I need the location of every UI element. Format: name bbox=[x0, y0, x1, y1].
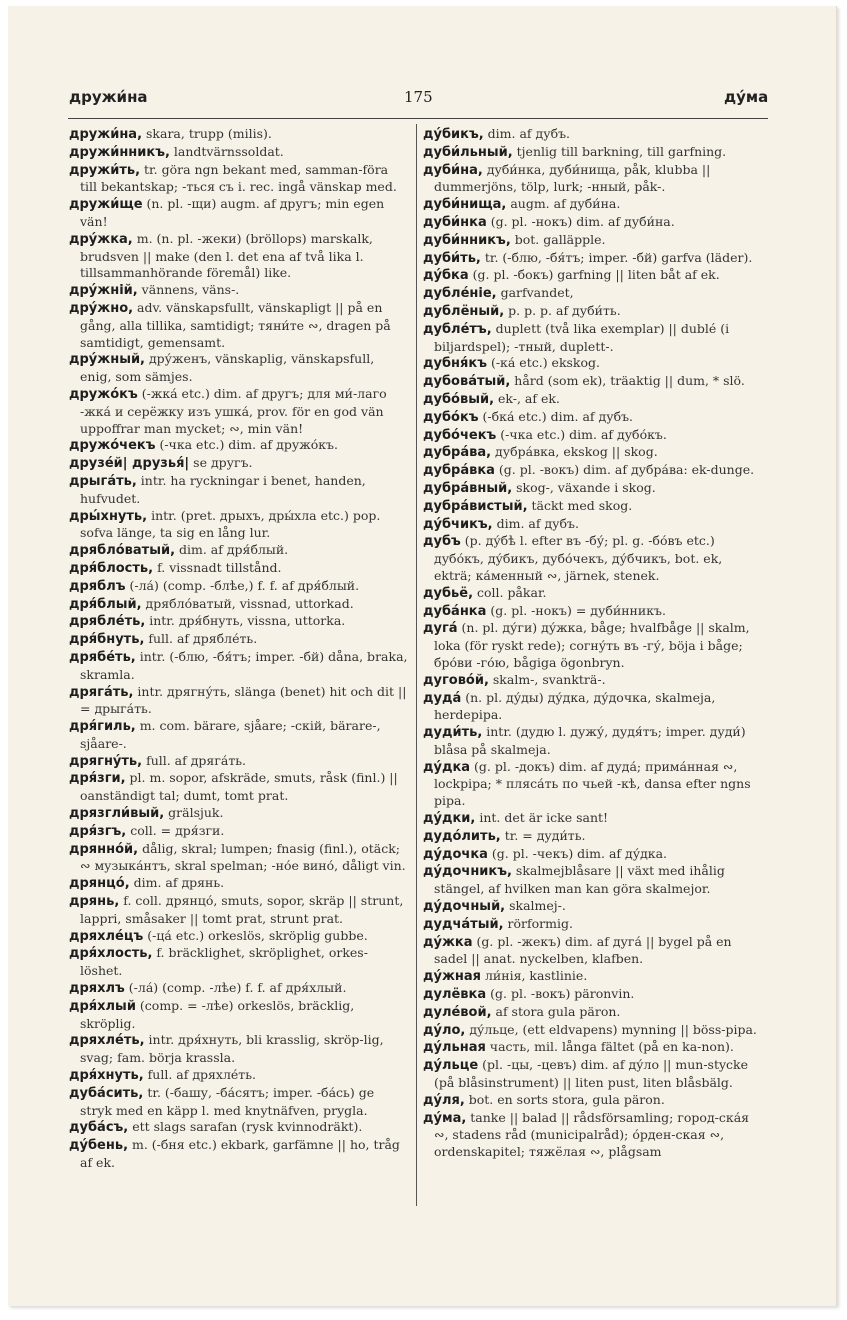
definition: ли́нія, kastlinie. bbox=[481, 968, 588, 984]
dictionary-entry bbox=[69, 508, 409, 543]
dictionary-entry bbox=[69, 805, 409, 823]
definition: dim. af дубъ. bbox=[492, 515, 579, 531]
dictionary-entry bbox=[69, 631, 409, 649]
dictionary-entry bbox=[69, 718, 409, 753]
definition: (g. pl. -бокъ) garfning || liten båt af ek. bbox=[468, 267, 720, 283]
dictionary-entry bbox=[423, 1057, 763, 1092]
headword: дубо́къ bbox=[423, 409, 479, 425]
definition: coll. = дря́зги. bbox=[126, 822, 225, 838]
headword: дубра́вный, bbox=[423, 480, 513, 496]
headword: ду́дка bbox=[423, 759, 471, 775]
dictionary-entry bbox=[69, 841, 409, 876]
headword: дрябле́ть, bbox=[69, 614, 146, 630]
definition: adv. vänskapsfullt, vänskapligt || på en gång, alla tillika, samtidigt; тяни́те ∾, dragen på samtidigt, gemensamt. bbox=[80, 299, 391, 350]
dictionary-entry bbox=[69, 1137, 409, 1172]
definition: full. af дрябле́ть. bbox=[144, 631, 258, 647]
dictionary-entry bbox=[69, 980, 409, 998]
headword: ду́дочка bbox=[423, 846, 488, 862]
definition: rörformig. bbox=[503, 915, 573, 931]
headword: дуба́нка bbox=[423, 603, 487, 619]
headword: дря́хнуть, bbox=[69, 1068, 144, 1084]
headword: дрянь, bbox=[69, 894, 120, 910]
headword: дрягну́ть, bbox=[69, 753, 143, 769]
definition: p. p. p. af дуби́ть. bbox=[504, 302, 621, 318]
headword: дуби́нища, bbox=[423, 197, 507, 213]
definition: dim. af дря́блый. bbox=[175, 542, 289, 558]
dictionary-entry bbox=[423, 1004, 763, 1022]
dictionary-entry bbox=[69, 126, 409, 144]
definition: (-чка etc.) dim. af дружо́къ. bbox=[155, 437, 338, 453]
headword: дуда́ bbox=[423, 690, 462, 706]
headword: дудо́лить, bbox=[423, 828, 501, 844]
dictionary-entry bbox=[69, 437, 409, 455]
page-number: 175 bbox=[404, 88, 433, 106]
headword: дрябе́ть, bbox=[69, 649, 136, 665]
dictionary-entry bbox=[423, 724, 763, 759]
definition: int. det är icke sant! bbox=[475, 810, 609, 826]
definition: (-жка́ etc.) dim. af другъ; для ми́-лаго -жка́ и серёжку изъ ушка́, prov. för en god vän uppoffrar man mycket; ∾, min vän! bbox=[80, 385, 387, 436]
headword: дрянцо́, bbox=[69, 876, 130, 892]
column-divider bbox=[416, 124, 417, 1206]
headword: ду́жная bbox=[423, 969, 482, 985]
headword: дрябло́ватый, bbox=[69, 543, 176, 559]
dictionary-entry bbox=[69, 770, 409, 805]
definition: (p. ду́бѣ l. efter въ -бу́; pl. g. -бо́въ etc.) дубо́къ, ду́бикъ, дубо́чекъ, ду́бчикъ, bot. ek, ekträ; ка́менный ∾, järnek, stenek. bbox=[434, 533, 723, 583]
dictionary-entry bbox=[423, 986, 763, 1004]
dictionary-entry bbox=[423, 427, 763, 445]
headword: дру́жный, bbox=[69, 352, 146, 368]
headword: дружи́нникъ, bbox=[69, 144, 170, 160]
definition: intr. (-блю, -бя́тъ; imper. -бй) dåna, braka, skramla. bbox=[80, 648, 408, 682]
headword: дудча́тый, bbox=[423, 916, 504, 932]
definition: (-бка́ etc.) dim. af дубъ. bbox=[478, 408, 634, 424]
definition: (g. pl. -вокъ) dim. af дубра́ва: ek-dunge. bbox=[494, 462, 755, 478]
definition: часть, mil. långa fältet (på en ka-non). bbox=[485, 1039, 734, 1055]
headword: дрязгли́вый, bbox=[69, 806, 165, 822]
definition: duplett (två lika exemplar) || dublé (i biljardspel); -тный, duplett-. bbox=[434, 320, 730, 354]
dictionary-entry bbox=[69, 455, 409, 473]
dictionary-entry bbox=[423, 144, 763, 162]
definition: (n. pl. -щи) augm. af другъ; min egen vän! bbox=[80, 196, 385, 229]
headword: дружи́на, bbox=[69, 127, 143, 142]
headword: дуди́ть, bbox=[423, 725, 483, 741]
dictionary-entry bbox=[69, 386, 409, 437]
definition: täckt med skog. bbox=[527, 497, 633, 513]
definition: dim. af дрянь. bbox=[129, 875, 225, 891]
headword: дря́зги, bbox=[69, 771, 126, 787]
headword: дубъ bbox=[423, 534, 461, 550]
headword: дуга́ bbox=[423, 621, 458, 637]
definition: (comp. = -лѣе) orkeslös, bräcklig, skröplig. bbox=[80, 997, 355, 1031]
headword: дуби́нка bbox=[423, 214, 487, 230]
headword: дубра́вка bbox=[423, 463, 495, 479]
headword: ду́бикъ, bbox=[423, 127, 484, 142]
headword: дря́згъ, bbox=[69, 823, 127, 839]
definition: (-чка etc.) dim. af дубо́къ. bbox=[496, 426, 667, 442]
definition: bot. en sorts stora, gula päron. bbox=[464, 1091, 665, 1107]
definition: se другъ. bbox=[189, 455, 253, 471]
headword: дубьё, bbox=[423, 585, 474, 601]
headword: дуби́ть, bbox=[423, 250, 481, 266]
headword: дубо́вый, bbox=[423, 391, 495, 407]
definition: landtvärnssoldat. bbox=[169, 143, 284, 159]
dictionary-entry bbox=[69, 542, 409, 560]
headword: дубра́ва, bbox=[423, 445, 492, 461]
headword: дуба́съ, bbox=[69, 1120, 129, 1136]
headword: ду́льце bbox=[423, 1058, 479, 1074]
definition: tr. = дуди́ть. bbox=[500, 827, 586, 843]
headword: дуба́сить, bbox=[69, 1085, 144, 1101]
dictionary-entry bbox=[423, 1022, 763, 1040]
dictionary-entry bbox=[423, 480, 763, 498]
headword: дуби́нникъ, bbox=[423, 232, 511, 248]
headword: дру́жка, bbox=[69, 231, 133, 247]
definition: дру́женъ, vänskaplig, vänskapsfull, enig, som sämjes. bbox=[80, 351, 375, 385]
definition: (-ца́ etc.) orkeslös, skröplig gubbe. bbox=[143, 927, 368, 943]
definition: (g. pl. -жекъ) dim. af дуга́ || bygel på en sadel || anat. nyckelben, klafben. bbox=[434, 933, 732, 967]
dictionary-entry bbox=[423, 444, 763, 462]
definition: af stora gula päron. bbox=[491, 1003, 621, 1019]
dictionary-entry bbox=[423, 498, 763, 516]
header-right-guide-word: ду́ма bbox=[724, 88, 769, 106]
definition: intr. дря́хнуть, bli krasslig, skröp-lig, svag; fam. börja krassla. bbox=[80, 1032, 384, 1066]
dictionary-entry bbox=[69, 613, 409, 631]
dictionary-entry bbox=[423, 533, 763, 584]
headword: дубле́ніе, bbox=[423, 286, 497, 302]
definition: full. af дряхле́ть. bbox=[143, 1067, 256, 1083]
definition: intr. дрягну́ть, slänga (benet) hit och dit || = дрыга́ть. bbox=[80, 683, 407, 717]
definition: (g. pl. -вокъ) päronvin. bbox=[486, 986, 635, 1002]
headword: дубова́тый, bbox=[423, 374, 511, 390]
definition: (n. pl. ду́ги) ду́жка, båge; hvalfbåge || skalm, loka (för ryskt rede); согну́ть въ -гу́, böja i båge; бро́ви -го́ю, bågiga ögonbryn. bbox=[434, 620, 750, 670]
dictionary-entry bbox=[69, 560, 409, 578]
headword: дубо́чекъ bbox=[423, 427, 497, 443]
definition: tjenlig till barkning, till garfning. bbox=[512, 143, 727, 159]
headword: ду́ма, bbox=[423, 1110, 467, 1126]
headword: ду́бка bbox=[423, 268, 469, 284]
dictionary-entry bbox=[423, 810, 763, 828]
definition: intr. (pret. дрыхъ, дры́хла etc.) pop. sofva länge, ta sig en lång lur. bbox=[80, 507, 381, 541]
dictionary-entry bbox=[69, 162, 409, 197]
dictionary-entry bbox=[423, 462, 763, 480]
definition: дуби́нка, дуби́нища, påk, klubba || dummerjöns, tölp, lurk; -нный, påk-. bbox=[434, 161, 711, 195]
dictionary-entry bbox=[423, 250, 763, 268]
dictionary-entry bbox=[423, 126, 763, 144]
dictionary-entry bbox=[423, 916, 763, 934]
dictionary-entry bbox=[69, 196, 409, 231]
headword: ду́ля, bbox=[423, 1092, 465, 1108]
definition: intr. дря́бнуть, vissna, uttorka. bbox=[145, 613, 346, 629]
dictionary-entry bbox=[69, 684, 409, 719]
definition: vännens, väns-. bbox=[137, 282, 240, 298]
headword: дрянно́й, bbox=[69, 841, 139, 857]
definition: hård (som ek), träaktig || dum, * slö. bbox=[510, 373, 745, 389]
dictionary-entry bbox=[69, 875, 409, 893]
definition: дрябло́ватый, vissnad, uttorkad. bbox=[141, 595, 354, 611]
definition: skalm-, svankträ-. bbox=[488, 671, 606, 687]
headword: ду́бчикъ, bbox=[423, 516, 493, 532]
definition: tr. (-башу, -ба́сятъ; imper. -ба́сь) ge stryk med en käpp l. med knytnäfven, prygla. bbox=[80, 1084, 375, 1118]
definition: tr. (-блю, -бя́тъ; imper. -бй) garfva (läder). bbox=[480, 249, 753, 265]
definition: m. (-бня etc.) ekbark, garfämne || ho, tråg af ek. bbox=[80, 1137, 400, 1171]
dictionary-entry bbox=[69, 753, 409, 771]
definition: f. bräcklighet, skröplighet, orkes-löshet. bbox=[80, 945, 368, 979]
headword: дря́хлость, bbox=[69, 946, 153, 962]
headword: ду́дки, bbox=[423, 811, 476, 827]
definition: bot. galläpple. bbox=[510, 231, 606, 247]
definition: ek-, af ek. bbox=[494, 390, 560, 406]
headword: дублёный, bbox=[423, 303, 505, 319]
dictionary-page bbox=[8, 6, 837, 1306]
definition: (g. pl. -докъ) dim. af дуда́; прима́нная ∾, lockpipa; * пляса́ть по чьей -кѣ, dansa efter ngns pipa. bbox=[434, 758, 751, 809]
definition: f. vissnadt tillstånd. bbox=[153, 559, 282, 575]
definition: skalmejblåsare || växt med ihålig stängel, af hvilken man kan göra skalmejor. bbox=[434, 863, 725, 897]
dictionary-entry bbox=[69, 300, 409, 351]
dictionary-entry bbox=[69, 893, 409, 928]
right-column bbox=[423, 126, 763, 1161]
headword: дру́жній, bbox=[69, 283, 138, 299]
headword: дрыга́ть, bbox=[69, 473, 137, 489]
definition: (-ла́) (comp. -блѣе,) f. f. af дря́блый. bbox=[125, 577, 360, 593]
dictionary-entry bbox=[423, 409, 763, 427]
headword: друзе́й| друзья́| bbox=[69, 456, 190, 472]
dictionary-entry bbox=[423, 162, 763, 197]
headword: дубра́вистый, bbox=[423, 498, 528, 514]
dictionary-entry bbox=[423, 672, 763, 690]
headword: дуби́на, bbox=[423, 162, 483, 178]
headword: дря́хлый bbox=[69, 998, 136, 1014]
dictionary-entry bbox=[423, 355, 763, 373]
header-rule bbox=[68, 118, 768, 119]
dictionary-entry bbox=[423, 285, 763, 303]
definition: дубра́вка, ekskog || skog. bbox=[491, 444, 658, 460]
definition: (g. pl. -нокъ) = дуби́нникъ. bbox=[486, 602, 666, 618]
definition: (-ла́) (comp. -лѣе) f. f. af дря́хлый. bbox=[124, 980, 347, 996]
dictionary-entry bbox=[423, 759, 763, 810]
definition: ett slags sarafan (rysk kvinnodräkt). bbox=[128, 1119, 363, 1135]
dictionary-entry bbox=[69, 1067, 409, 1085]
definition: intr. ha ryckningar i benet, handen, hufvudet. bbox=[80, 472, 366, 506]
headword: дружо́къ bbox=[69, 386, 138, 402]
definition: pl. m. sopor, afskräde, smuts, råsk (finl.) || oanständigt tal; dumt, tomt prat. bbox=[80, 770, 398, 804]
dictionary-entry bbox=[69, 144, 409, 162]
headword: дры́хнуть, bbox=[69, 508, 148, 524]
dictionary-entry bbox=[423, 585, 763, 603]
dictionary-entry bbox=[69, 231, 409, 282]
header-left-guide-word: дружи́на bbox=[69, 88, 148, 106]
dictionary-entry bbox=[423, 214, 763, 232]
headword: ду́ло, bbox=[423, 1022, 466, 1038]
dictionary-entry bbox=[423, 1039, 763, 1057]
definition: full. af дряга́ть. bbox=[142, 752, 247, 768]
definition: skog-, växande i skog. bbox=[512, 479, 656, 495]
dictionary-entry bbox=[423, 391, 763, 409]
definition: augm. af дуби́на. bbox=[506, 196, 621, 212]
headword: дря́бнуть, bbox=[69, 632, 145, 648]
definition: garfvandet, bbox=[496, 285, 574, 301]
dictionary-entry bbox=[423, 620, 763, 671]
dictionary-entry bbox=[423, 1110, 763, 1161]
headword: дряхле́цъ bbox=[69, 928, 144, 944]
headword: дулёвка bbox=[423, 987, 487, 1003]
dictionary-entry bbox=[423, 303, 763, 321]
definition: ду́льце, (ett eldvapens) mynning || böss-pipa. bbox=[465, 1021, 757, 1037]
headword: дуби́льный, bbox=[423, 144, 513, 160]
headword: ду́льная bbox=[423, 1040, 486, 1056]
dictionary-entry bbox=[423, 863, 763, 898]
dictionary-entry bbox=[69, 351, 409, 386]
definition: intr. (дудю l. дужу́, дудя́тъ; imper. дуди́) blåsa på skalmeja. bbox=[434, 724, 746, 757]
definition: dim. af дубъ. bbox=[483, 126, 571, 141]
definition: (g. pl. -нокъ) dim. af дуби́на. bbox=[486, 213, 675, 229]
dictionary-entry bbox=[423, 603, 763, 621]
dictionary-entry bbox=[423, 196, 763, 214]
dictionary-entry bbox=[423, 846, 763, 864]
dictionary-entry bbox=[423, 968, 763, 986]
definition: dålig, skral; lumpen; fnasig (finl.), otäck; ∾ музыка́нтъ, skral spelman; -но́е вино́, dåligt vin. bbox=[80, 840, 406, 874]
definition: coll. påkar. bbox=[473, 584, 547, 600]
headword: дружо́чекъ bbox=[69, 438, 156, 454]
definition: (-ка́ etc.) ekskog. bbox=[486, 355, 601, 371]
headword: дру́жно, bbox=[69, 300, 134, 316]
headword: дря́гиль, bbox=[69, 719, 136, 735]
dictionary-entry bbox=[423, 1092, 763, 1110]
headword: дря́блость, bbox=[69, 560, 154, 576]
headword: дряхле́ть, bbox=[69, 1033, 145, 1049]
headword: ду́дочникъ, bbox=[423, 864, 512, 880]
dictionary-entry bbox=[69, 928, 409, 946]
headword: дря́блый, bbox=[69, 596, 142, 612]
headword: дуле́вой, bbox=[423, 1004, 492, 1020]
dictionary-entry bbox=[69, 998, 409, 1033]
definition: tanke || balad || rådsförsamling; город-ска́я ∾, stadens råd (municipalråd); о́рден-ская ∾, ordenskapitel; тяжёлая ∾, plågsam bbox=[434, 1109, 750, 1160]
definition: (g. pl. -чекъ) dim. af ду́дка. bbox=[487, 845, 668, 861]
dictionary-entry bbox=[69, 1085, 409, 1120]
headword: дугово́й, bbox=[423, 672, 489, 688]
dictionary-entry bbox=[69, 1119, 409, 1137]
definition: skara, trupp (milis). bbox=[142, 126, 272, 141]
headword: дряблъ bbox=[69, 578, 126, 594]
dictionary-entry bbox=[69, 649, 409, 684]
headword: ду́дочный, bbox=[423, 899, 506, 915]
definition: f. coll. дрянцо́, smuts, sopor, skräp || strunt, lappri, småsaker || tomt prat, strunt prat. bbox=[80, 893, 404, 926]
definition: (pl. -цы, -цевъ) dim. af ду́ло || mun-stycke (på blåsinstrument) || liten pust, liten blåsbälg. bbox=[434, 1057, 749, 1091]
definition: tr. göra ngn bekant med, samman-föra till bekantskap; -ться съ i. rec. ingå vänskap med. bbox=[80, 161, 397, 195]
dictionary-entry bbox=[423, 373, 763, 391]
dictionary-entry bbox=[423, 516, 763, 534]
dictionary-entry bbox=[423, 828, 763, 846]
definition: m. com. bärare, sjåare; -скій, bärare-, sjåare-. bbox=[80, 718, 381, 751]
dictionary-entry bbox=[69, 473, 409, 508]
headword: дубня́къ bbox=[423, 356, 487, 372]
dictionary-entry bbox=[69, 578, 409, 596]
definition: grälsjuk. bbox=[164, 805, 224, 821]
dictionary-entry bbox=[423, 934, 763, 969]
dictionary-entry bbox=[423, 232, 763, 250]
headword: дряхлъ bbox=[69, 981, 125, 997]
definition: (n. pl. ду́ды) ду́дка, ду́дочка, skalmeja, herdepipa. bbox=[434, 689, 716, 723]
dictionary-entry bbox=[69, 945, 409, 980]
dictionary-entry bbox=[69, 282, 409, 300]
left-column bbox=[69, 126, 409, 1172]
definition: m. (n. pl. -жеки) (bröllops) marskalk, brudsven || make (den l. det ena af två lika l. tillsammanhörande föremål) like. bbox=[80, 230, 373, 281]
dictionary-entry bbox=[423, 690, 763, 725]
dictionary-entry bbox=[69, 1032, 409, 1067]
dictionary-entry bbox=[423, 321, 763, 356]
headword: дружи́ть, bbox=[69, 162, 141, 178]
dictionary-entry bbox=[423, 898, 763, 916]
headword: дружи́ще bbox=[69, 197, 143, 213]
headword: дубле́тъ, bbox=[423, 321, 492, 337]
dictionary-entry bbox=[69, 823, 409, 841]
headword: ду́бень, bbox=[69, 1138, 129, 1154]
dictionary-entry bbox=[69, 596, 409, 614]
headword: дряга́ть, bbox=[69, 684, 134, 700]
dictionary-entry bbox=[423, 267, 763, 285]
headword: ду́жка bbox=[423, 934, 473, 950]
definition: skalmej-. bbox=[505, 898, 566, 914]
